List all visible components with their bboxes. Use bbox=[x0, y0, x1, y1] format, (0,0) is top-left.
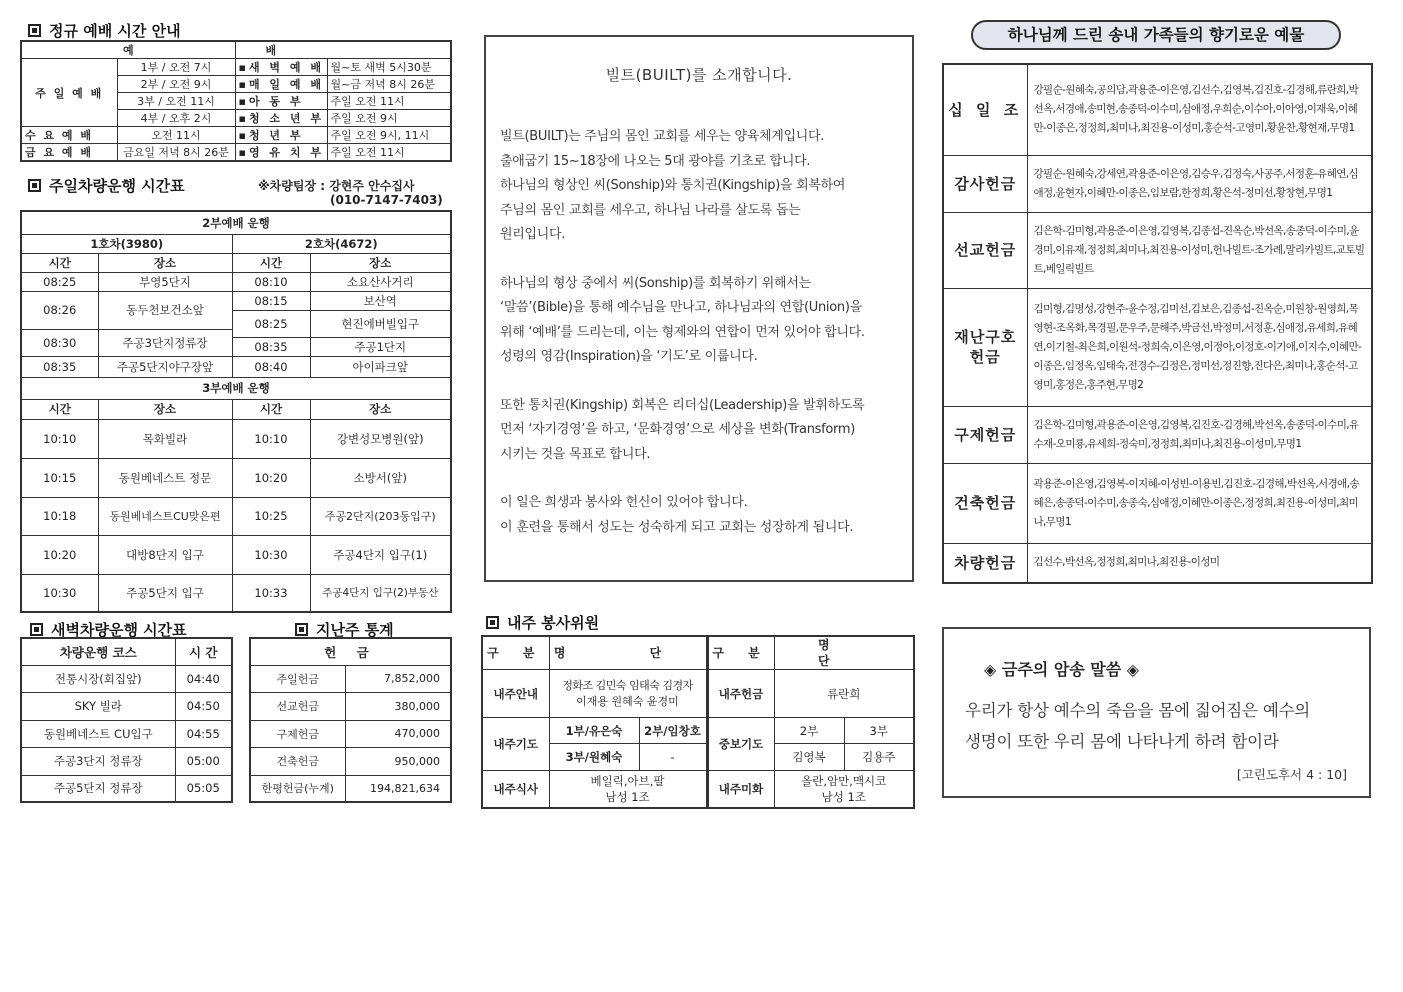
dawn-time: 05:05 bbox=[175, 775, 232, 802]
intro-line: 빌트(BUILT)는 주님의 몸인 교회를 세우는 양육체계입니다. bbox=[500, 129, 825, 144]
dawn-route: SKY 빌라 bbox=[21, 692, 175, 720]
bus-place: 주공4단지 입구(1) bbox=[310, 535, 451, 574]
square-bullet-icon bbox=[295, 623, 308, 636]
bus-place: 동원베네스트 정문 bbox=[98, 458, 232, 497]
bus-contact-line2: (010-7147-7403) bbox=[330, 193, 443, 207]
bus-time: 10:18 bbox=[21, 497, 98, 535]
gift-names: 김은학-김미형,곽용준-이은영,김영복,김종섭-진옥순,박선옥,송종덕-이수미,윤경미,이유재,정정희,최미나,최진용-이성미,헌나빌트-조가례,말리카빌트,교토빌트,베일릭빌트 bbox=[1027, 212, 1372, 288]
stats-label: 구제헌금 bbox=[250, 720, 345, 747]
duty-meal-names bbox=[549, 771, 707, 808]
col-place: 장소 bbox=[310, 399, 451, 419]
bus-place: 소요산사거리 bbox=[310, 272, 451, 291]
duty-prayer-3: 3부/원혜숙 bbox=[549, 744, 639, 771]
dawn-col-time: 시 간 bbox=[175, 638, 232, 665]
stats-amount: 470,000 bbox=[345, 720, 451, 747]
duty-prayer-4: - bbox=[639, 744, 707, 771]
service-time: 주일 오전 11시 bbox=[327, 93, 451, 110]
worship-header-left: 예 bbox=[21, 41, 235, 59]
bus-place: 아이파크앞 bbox=[310, 356, 451, 377]
intro-line: 이 일은 희생과 봉사와 헌신이 있어야 합니다. bbox=[500, 495, 748, 510]
service-time: 월~토 새벽 5시30분 bbox=[327, 59, 451, 76]
gift-names: 강필순-원혜숙,공의담,곽용준-이은영,김선수,김영복,김진호-김경해,류란희,박선옥,서경애,송미현,송종덕-이수미,심애정,우희순,이수아,이아영,이재욱,이혜만-이종은,정정희,최미나,최진용-이성미,홍순석-고영미,황윤찬,황현재,무명1 bbox=[1027, 64, 1372, 155]
gift-names: 김미형,김명성,강현주-윤수정,김미선,김보은,김종섭-진옥순,미원창-원영희,목영현-조옥화,목경필,문우주,문해주,박금선,박정미,서정훈,심애정,유세희,유혜연,이기철-최은희,이원석-정희숙,이은영,이정아,이정호-이기애,이지수,이혜만-이종은,임정옥,임태숙,전경수-김정은,정미선,정진향,진다은,최미나,홍순석-고영미,홍정은,홍주현,무명2 bbox=[1027, 288, 1372, 406]
service-label: ▪청 년 부 bbox=[235, 127, 327, 144]
service-label: ▪새 벽 예 배 bbox=[235, 59, 327, 76]
duty-intercession-h3: 3부 bbox=[844, 718, 914, 744]
duty-beauty-names bbox=[774, 771, 914, 808]
stats-table bbox=[249, 637, 452, 803]
dawn-time: 04:50 bbox=[175, 692, 232, 720]
stats-label: 한평헌금(누계) bbox=[250, 775, 345, 802]
service-label: ▪청 소 년 부 bbox=[235, 110, 327, 127]
service-time: 주일 오전 9시, 11시 bbox=[327, 127, 451, 144]
stats-amount: 194,821,634 bbox=[345, 775, 451, 802]
bus-time: 08:25 bbox=[21, 272, 98, 291]
bus-place: 동두천보건소앞 bbox=[98, 291, 232, 329]
gifts-banner: 하나님께 드린 송내 가족들의 향기로운 예물 bbox=[971, 20, 1341, 50]
duty-host-line: 이재용 원혜숙 윤경미 bbox=[576, 694, 679, 708]
duty-col-names: 명 단 bbox=[774, 636, 914, 670]
bus-table bbox=[20, 210, 452, 613]
car2-title: 2호차(4672) bbox=[232, 234, 451, 253]
duty-heading bbox=[486, 612, 599, 633]
worship-table bbox=[20, 40, 452, 162]
service-time: 주일 오전 9시 bbox=[327, 110, 451, 127]
bus-heading-text: 주일차량운행 시간표 bbox=[49, 177, 185, 195]
bus-time: 08:35 bbox=[21, 356, 98, 377]
verse-line: 생명이 또한 우리 몸에 나타나게 하려 함이라 bbox=[965, 732, 1279, 751]
duty-col-div: 구 분 bbox=[482, 636, 549, 670]
bus-place: 주공5단지야구장앞 bbox=[98, 356, 232, 377]
intro-line: 주님의 몸인 교회를 세우고, 하나님 나라를 살도록 돕는 bbox=[500, 202, 801, 218]
service3-title: 3부예배 운행 bbox=[21, 377, 451, 399]
worship-heading-text: 정규 예배 시간 안내 bbox=[49, 22, 181, 40]
duty-intercession-label: 중보기도 bbox=[707, 718, 774, 771]
col-time: 시간 bbox=[232, 399, 310, 419]
square-bullet-icon bbox=[30, 623, 43, 636]
stats-col-header: 헌 금 bbox=[250, 638, 451, 665]
duty-heading-text: 내주 봉사위원 bbox=[507, 614, 600, 632]
dawn-route: 전통시장(회집앞) bbox=[21, 665, 175, 692]
dawn-route: 주공5단지 정류장 bbox=[21, 775, 175, 802]
bus-place: 동원베네스트CU맞은편 bbox=[98, 497, 232, 535]
duty-col-names: 명 단 bbox=[549, 636, 707, 670]
bus-time: 10:30 bbox=[21, 574, 98, 612]
bus-time: 10:10 bbox=[21, 419, 98, 458]
verse-line: 우리가 항상 예수의 죽음을 몸에 짊어짐은 예수의 bbox=[965, 701, 1311, 720]
bus-time: 08:25 bbox=[232, 310, 310, 337]
built-intro-box bbox=[484, 35, 914, 582]
bus-place: 주공3단지정류장 bbox=[98, 329, 232, 356]
service-time: 주일 오전 11시 bbox=[327, 144, 451, 162]
gift-category: 재난구호헌금 bbox=[943, 288, 1027, 406]
dawn-col-route: 차량운행 코스 bbox=[21, 638, 175, 665]
bus-time: 10:15 bbox=[21, 458, 98, 497]
gift-names: 곽용준-이은영,김영복-이지혜-이성빈-이용빈,김진호-김경해,박선옥,서경애,송혜은,송종덕-이수미,송종숙,심애정,이혜만-이종은,정정희,최진용-이성미,최미나,무명1 bbox=[1027, 463, 1372, 543]
sunday-service: 2부 / 오전 9시 bbox=[117, 76, 235, 93]
duty-beauty-line: 남성 1조 bbox=[821, 789, 866, 804]
intro-line: ‘말씀’(Bible)을 통해 예수님을 만나고, 하나님과의 연합(Union)을 bbox=[500, 300, 862, 315]
col-place: 장소 bbox=[310, 253, 451, 272]
friday-time: 금요일 저녁 8시 26분 bbox=[117, 144, 235, 162]
verse-body bbox=[965, 695, 1310, 757]
duty-host-label: 내주안내 bbox=[482, 670, 549, 718]
col-time: 시간 bbox=[21, 399, 98, 419]
bus-time: 10:30 bbox=[232, 535, 310, 574]
duty-intercession-n2: 김영복 bbox=[774, 744, 844, 771]
duty-meal-line: 남성 1조 bbox=[605, 789, 650, 804]
gift-names: 강필순-원혜숙,강세연,곽용준-이은영,김승우,김정숙,사공주,서정훈-유혜연,심애정,윤현자,이혜만-이종은,임보람,한정희,황은석-정미선,황창현,무명1 bbox=[1027, 155, 1372, 212]
stats-heading-text: 지난주 통계 bbox=[316, 621, 394, 639]
bus-place: 목화빌라 bbox=[98, 419, 232, 458]
intro-line: 하나님의 형상 중에서 씨(Sonship)를 회복하기 위해서는 bbox=[500, 275, 811, 291]
memory-verse-box bbox=[942, 627, 1371, 798]
bus-time: 10:20 bbox=[21, 535, 98, 574]
sunday-label: 주 일 예 배 bbox=[21, 59, 117, 127]
gift-category: 선교헌금 bbox=[943, 212, 1027, 288]
dawn-time: 04:40 bbox=[175, 665, 232, 692]
gift-category: 십 일 조 bbox=[943, 64, 1027, 155]
intro-line: 이 훈련을 통해서 성도는 성숙하게 되고 교회는 성장하게 됩니다. bbox=[500, 519, 854, 535]
duty-prayer-2: 2부/임창호 bbox=[639, 718, 707, 744]
square-bullet-icon bbox=[486, 616, 499, 629]
intro-title: 빌트(BUILT)를 소개합니다. bbox=[605, 66, 793, 84]
intro-paragraph bbox=[500, 394, 865, 468]
intro-line: 먼저 ‘자기경영’을 하고, ‘문화경영’으로 세상을 변화(Transform) bbox=[500, 422, 855, 437]
intro-line: 위해 ‘예배’를 드리는데, 이는 형제와의 연합이 먼저 있어야 합니다. bbox=[500, 324, 865, 340]
intro-paragraph bbox=[500, 272, 865, 370]
stats-label: 주일헌금 bbox=[250, 665, 345, 692]
gift-names: 김은학-김미형,곽용준-이은영,김영복,김진호-김경해,박선옥,송종덕-이수미,유수재-오미룡,유세희-정숙미,정정희,최미나,최진용-이성미,무명1 bbox=[1027, 406, 1372, 463]
dawn-table bbox=[20, 637, 233, 803]
duty-col-div: 구 분 bbox=[707, 636, 774, 670]
friday-label: 금 요 예 배 bbox=[21, 144, 117, 162]
col-place: 장소 bbox=[98, 253, 232, 272]
bus-place: 대방8단지 입구 bbox=[98, 535, 232, 574]
sunday-service: 3부 / 오전 11시 bbox=[117, 93, 235, 110]
bus-place: 보산역 bbox=[310, 291, 451, 310]
bus-time: 08:15 bbox=[232, 291, 310, 310]
col-place: 장소 bbox=[98, 399, 232, 419]
bus-heading bbox=[28, 175, 185, 196]
duty-offering-label: 내주헌금 bbox=[707, 670, 774, 718]
bus-place: 현진에버빌입구 bbox=[310, 310, 451, 337]
dawn-heading-text: 새벽차량운행 시간표 bbox=[51, 621, 187, 639]
service2-title: 2부예배 운행 bbox=[21, 211, 451, 234]
gift-category: 건축헌금 bbox=[943, 463, 1027, 543]
verse-title: ◈ 금주의 암송 말씀 ◈ bbox=[984, 660, 1140, 679]
bus-time: 10:10 bbox=[232, 419, 310, 458]
bus-time: 10:33 bbox=[232, 574, 310, 612]
bus-place: 주공2단지(203동입구) bbox=[310, 497, 451, 535]
stats-amount: 380,000 bbox=[345, 692, 451, 720]
bus-place: 주공5단지 입구 bbox=[98, 574, 232, 612]
bus-time: 08:10 bbox=[232, 272, 310, 291]
worship-heading bbox=[28, 20, 181, 41]
dawn-route: 주공3단지 정류장 bbox=[21, 747, 175, 775]
duty-beauty-label: 내주미화 bbox=[707, 771, 774, 808]
duty-offering-names: 류란희 bbox=[774, 670, 914, 718]
col-time: 시간 bbox=[232, 253, 310, 272]
col-time: 시간 bbox=[21, 253, 98, 272]
dawn-time: 05:00 bbox=[175, 747, 232, 775]
duty-table bbox=[481, 635, 915, 809]
square-bullet-icon bbox=[28, 24, 41, 37]
bus-time: 08:30 bbox=[21, 329, 98, 356]
sunday-service: 4부 / 오후 2시 bbox=[117, 110, 235, 127]
intro-line: 원리입니다. bbox=[500, 227, 566, 242]
duty-host-line: 정화조 김민숙 임태숙 김경자 bbox=[562, 678, 693, 692]
gift-names: 김선수,박선옥,정정희,최미나,최진용-이성미 bbox=[1027, 543, 1372, 583]
duty-beauty-line: 올란,암만,맥시코 bbox=[801, 773, 887, 788]
bus-place: 주공1단지 bbox=[310, 337, 451, 356]
bus-time: 08:40 bbox=[232, 356, 310, 377]
dawn-time: 04:55 bbox=[175, 720, 232, 747]
wednesday-label: 수 요 예 배 bbox=[21, 127, 117, 144]
duty-host-names bbox=[549, 670, 707, 718]
intro-line: 출애굽기 15~18장에 나오는 5대 광야를 기초로 합니다. bbox=[500, 153, 811, 169]
worship-header-right: 배 bbox=[235, 41, 451, 59]
bus-contact-line1: ※차량팀장 : 강현주 안수집사 bbox=[258, 179, 415, 193]
intro-paragraph bbox=[500, 125, 865, 248]
duty-prayer-label: 내주기도 bbox=[482, 718, 549, 771]
sunday-service: 1부 / 오전 7시 bbox=[117, 59, 235, 76]
service-label: ▪매 일 예 배 bbox=[235, 76, 327, 93]
stats-label: 건축헌금 bbox=[250, 747, 345, 775]
intro-paragraph bbox=[500, 491, 865, 540]
bus-place: 부영5단지 bbox=[98, 272, 232, 291]
bus-time: 08:26 bbox=[21, 291, 98, 329]
bus-time: 08:35 bbox=[232, 337, 310, 356]
wednesday-time: 오전 11시 bbox=[117, 127, 235, 144]
intro-line: 성령의 영감(Inspiration)을 ‘기도’로 이룹니다. bbox=[500, 349, 758, 364]
intro-body bbox=[500, 125, 865, 540]
service-time: 월~금 저녁 8시 26분 bbox=[327, 76, 451, 93]
gift-category: 구제헌금 bbox=[943, 406, 1027, 463]
intro-line: 하나님의 형상인 씨(Sonship)와 통치권(Kingship)을 회복하여 bbox=[500, 178, 846, 193]
square-bullet-icon bbox=[28, 179, 41, 192]
duty-intercession-n3: 김용주 bbox=[844, 744, 914, 771]
gift-category: 차량헌금 bbox=[943, 543, 1027, 583]
service-label: ▪아 동 부 bbox=[235, 93, 327, 110]
bus-place: 주공4단지 입구(2)부동산 bbox=[310, 574, 451, 612]
duty-meal-line: 베일릭,아브,팔 bbox=[590, 773, 665, 788]
duty-meal-label: 내주식사 bbox=[482, 771, 549, 808]
intro-line: 또한 통치권(Kingship) 회복은 리더십(Leadership)을 발휘하도록 bbox=[500, 397, 865, 413]
bus-time: 10:25 bbox=[232, 497, 310, 535]
duty-intercession-h2: 2부 bbox=[774, 718, 844, 744]
bus-time: 10:20 bbox=[232, 458, 310, 497]
service-label: ▪영 유 치 부 bbox=[235, 144, 327, 162]
bus-place: 소방서(앞) bbox=[310, 458, 451, 497]
gift-category: 감사헌금 bbox=[943, 155, 1027, 212]
intro-line: 시키는 것을 목표로 합니다. bbox=[500, 446, 651, 462]
duty-prayer-1: 1부/유은숙 bbox=[549, 718, 639, 744]
stats-amount: 7,852,000 bbox=[345, 665, 451, 692]
stats-label: 선교헌금 bbox=[250, 692, 345, 720]
bus-place: 강변성모병원(앞) bbox=[310, 419, 451, 458]
verse-reference: [고린도후서 4 : 10] bbox=[1236, 767, 1347, 782]
gifts-table bbox=[942, 63, 1373, 584]
dawn-route: 동원베네스트 CU입구 bbox=[21, 720, 175, 747]
stats-amount: 950,000 bbox=[345, 747, 451, 775]
car1-title: 1호차(3980) bbox=[21, 234, 232, 253]
